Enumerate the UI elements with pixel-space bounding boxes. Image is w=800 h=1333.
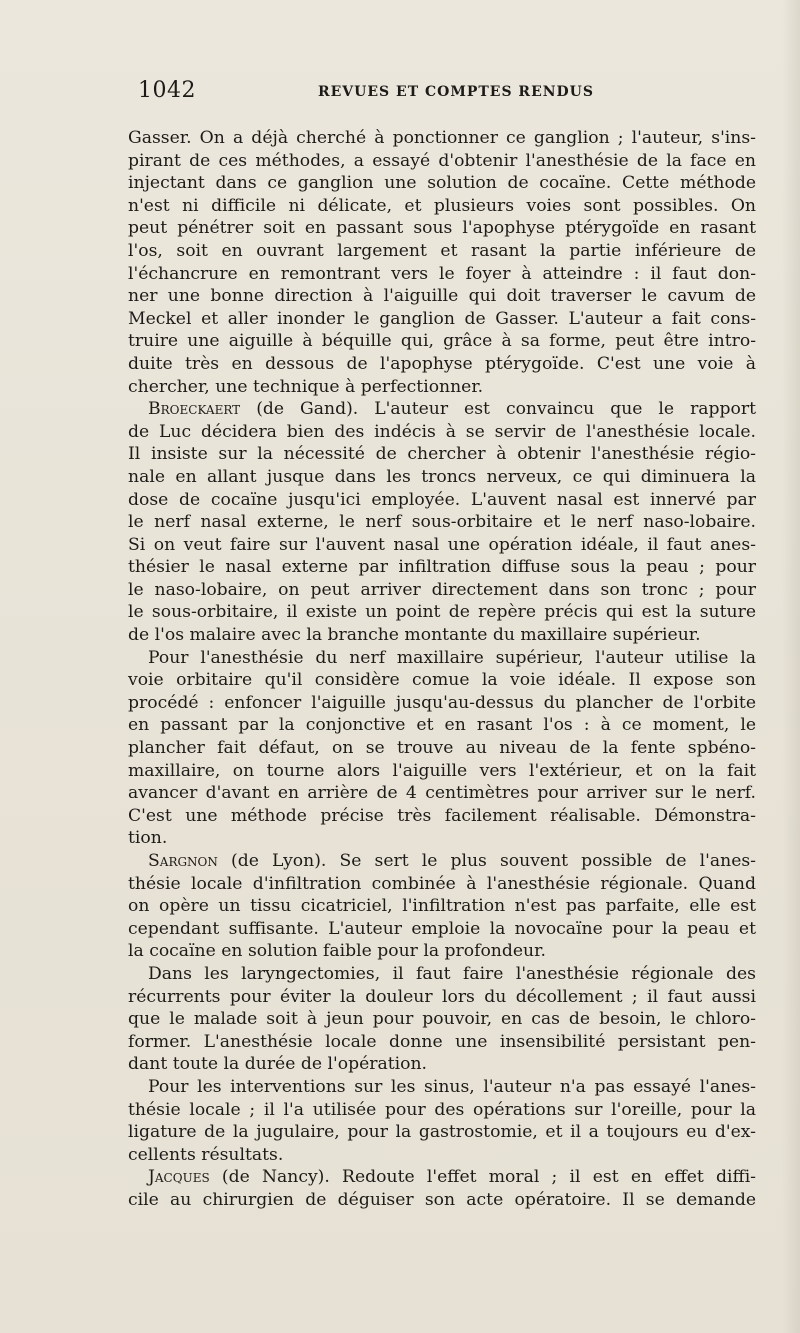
text-line: que le malade soit à jeun pour pouvoir, en cas de besoin, le chloro- xyxy=(128,1009,756,1030)
text-line: duite très en dessous de l'apophyse ptérygoïde. C'est une voie à xyxy=(128,353,756,374)
text-line: en passant par la conjonctive et en rasant l'os : à ce moment, le xyxy=(128,715,756,736)
text-line: ligature de la jugulaire, pour la gastrostomie, et il a toujours eu d'ex- xyxy=(128,1122,756,1143)
text-line: l'échancrure en remontrant vers le foyer à atteindre : il faut don- xyxy=(128,263,756,284)
text-line: thésie locale d'infiltration combinée à l'anesthésie régionale. Quand xyxy=(128,873,756,894)
body-text xyxy=(128,127,756,1212)
text-line: on opère un tissu cicatriciel, l'infiltration n'est pas parfaite, elle est xyxy=(128,896,756,917)
text-line: la cocaïne en solution faible pour la profondeur. xyxy=(128,941,546,962)
text-line: avancer d'avant en arrière de 4 centimètres pour arriver sur le nerf. xyxy=(128,783,756,804)
text-line: injectant dans ce ganglion une solution de cocaïne. Cette méthode xyxy=(128,173,756,194)
text-line: thésier le nasal externe par infiltration diffuse sous la peau ; pour xyxy=(128,557,756,578)
text-line: (de Gand). L'auteur est convaincu que le rapport xyxy=(256,399,757,420)
text-line: (de Lyon). Se sert le plus souvent possible de l'anes- xyxy=(231,851,756,871)
text-line: ner une bonne direction à l'aiguille qui doit traverser le cavum de xyxy=(128,286,756,307)
text-line: peut pénétrer soit en passant sous l'apophyse ptérygoïde en rasant xyxy=(128,218,756,239)
text-line: truire une aiguille à béquille qui, grâce à sa forme, peut être intro- xyxy=(128,331,756,352)
text-line: dose de cocaïne jusqu'ici employée. L'auvent nasal est innervé par xyxy=(128,489,756,510)
author-name: Sargnon xyxy=(148,851,218,871)
text-line: le nerf nasal externe, le nerf sous-orbitaire et le nerf naso-lobaire. xyxy=(128,512,756,533)
text-line: cile au chirurgien de déguiser son acte opératoire. Il se demande xyxy=(128,1189,756,1210)
text-line: former. L'anesthésie locale donne une insensibilité persistant pen- xyxy=(128,1031,756,1052)
running-title: REVUES ET COMPTES RENDUS xyxy=(318,84,594,100)
text-line: procédé : enfoncer l'aiguille jusqu'au-dessus du plancher de l'orbite xyxy=(128,692,756,713)
text-line: Meckel et aller inonder le ganglion de Gasser. L'auteur a fait cons- xyxy=(128,308,756,329)
text-line: Si on veut faire sur l'auvent nasal une opération idéale, il faut anes- xyxy=(128,534,756,555)
text-line: (de Nancy). Redoute l'effet moral ; il est en effet diffi- xyxy=(221,1167,756,1188)
text-line: de l'os malaire avec la branche montante du maxillaire supérieur. xyxy=(128,625,701,646)
text-line: Pour l'anesthésie du nerf maxillaire supérieur, l'auteur utilise la xyxy=(148,647,756,668)
page-header xyxy=(138,78,758,108)
page-number: 1042 xyxy=(138,78,196,103)
author-name: Broeckaert xyxy=(148,399,241,420)
text-line: C'est une méthode précise très facilement réalisable. Démonstra- xyxy=(128,805,756,826)
text-line: Dans les laryngectomies, il faut faire l'anesthésie régionale des xyxy=(148,963,756,984)
text-line: cependant suffisante. L'auteur emploie la novocaïne pour la peau et xyxy=(128,918,756,939)
text-line: nale en allant jusque dans les troncs nerveux, ce qui diminuera la xyxy=(128,466,756,487)
text-line: plancher fait défaut, on se trouve au niveau de la fente spbéno- xyxy=(128,738,756,759)
text-line: dant toute la durée de l'opération. xyxy=(128,1054,427,1075)
text-line: maxillaire, on tourne alors l'aiguille vers l'extérieur, et on la fait xyxy=(128,760,756,781)
paragraph-sargnon xyxy=(128,850,756,873)
text-line: Il insiste sur la nécessité de chercher à obtenir l'anesthésie régio- xyxy=(128,444,756,465)
paragraph-jacques xyxy=(128,1166,756,1189)
author-name: Jacques xyxy=(148,1167,210,1188)
text-line: le sous-orbitaire, il existe un point de repère précis qui est la suture xyxy=(128,602,756,623)
text-line: l'os, soit en ouvrant largement et rasant la partie inférieure de xyxy=(128,240,756,261)
text-line: de Luc décidera bien des indécis à se servir de l'anesthésie locale. xyxy=(128,421,756,442)
paragraph-broeckaert xyxy=(128,398,756,421)
text-line: n'est ni difficile ni délicate, et plusieurs voies sont possibles. On xyxy=(128,195,756,216)
text-line: voie orbitaire qu'il considère comue la voie idéale. Il expose son xyxy=(128,670,756,691)
text-line: Gasser. On a déjà cherché à ponctionner ce ganglion ; l'auteur, s'ins- xyxy=(128,128,756,148)
text-line: chercher, une technique à perfectionner. xyxy=(128,376,484,397)
text-line: cellents résultats. xyxy=(128,1144,284,1165)
text-line: récurrents pour éviter la douleur lors du décollement ; il faut aussi xyxy=(128,986,756,1007)
text-line: le naso-lobaire, on peut arriver directement dans son tronc ; pour xyxy=(128,579,756,600)
text-line: tion. xyxy=(128,828,168,849)
page-edge-shadow xyxy=(782,0,800,1333)
text-line: thésie locale ; il l'a utilisée pour des opérations sur l'oreille, pour la xyxy=(128,1099,756,1120)
text-line: pirant de ces méthodes, a essayé d'obtenir l'anesthésie de la face en xyxy=(128,150,756,171)
text-line: Pour les interventions sur les sinus, l'auteur n'a pas essayé l'anes- xyxy=(148,1076,756,1097)
